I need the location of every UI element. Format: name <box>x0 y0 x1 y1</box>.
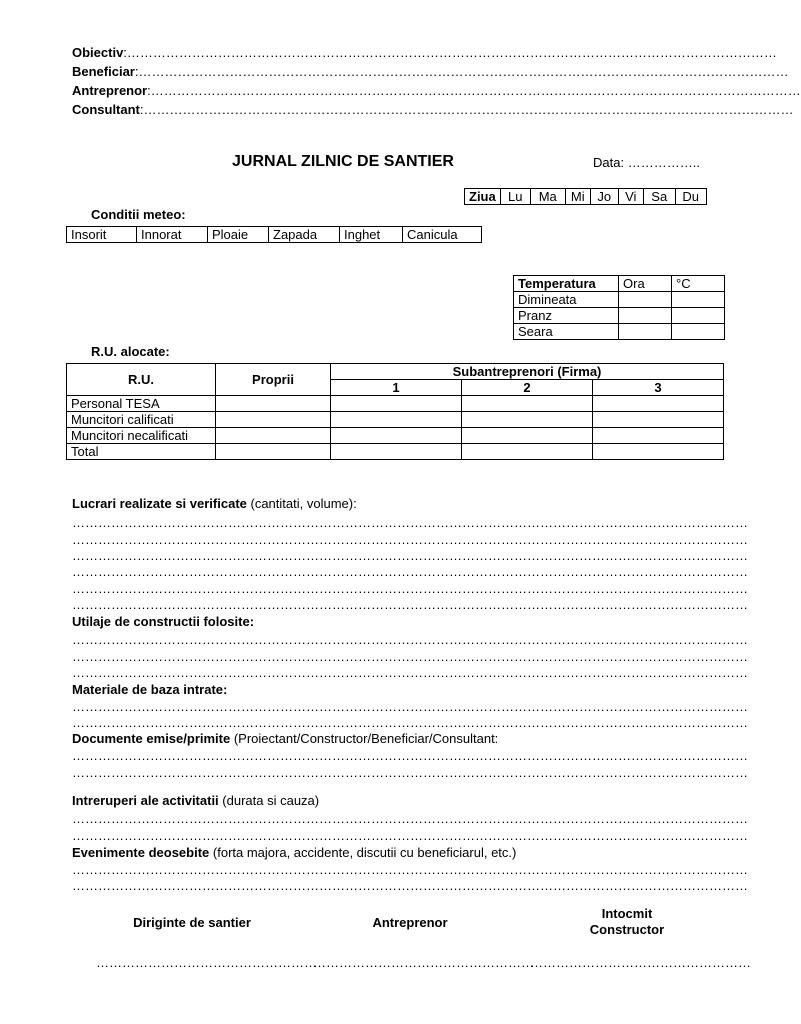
signature-diriginte-label: Diriginte de santier <box>133 915 251 930</box>
utilaje-title: Utilaje de constructii folosite: <box>72 614 255 629</box>
temperature-cell <box>672 292 725 308</box>
materiale-title: Materiale de baza intrate: <box>72 682 228 697</box>
dotted-line: ………………………………………………………………………………………………………………………………………… <box>72 665 748 680</box>
signature-antreprenor-label: Antreprenor <box>372 915 448 930</box>
signature-antreprenor-dots: …………………………………………… <box>313 955 534 970</box>
temperature-cell <box>619 324 672 340</box>
ru-cell <box>331 396 462 412</box>
weather-zapada: Zapada <box>269 227 340 243</box>
day-du: Du <box>675 189 706 205</box>
weather-label: Conditii meteo: <box>91 207 186 222</box>
ru-cell <box>216 428 331 444</box>
beneficiar-label: Beneficiar <box>72 64 135 79</box>
temperature-table <box>513 275 725 340</box>
consultant-line: Consultant:…………………………………………………………………………………………………………………………………… <box>72 102 794 117</box>
date-field <box>593 155 700 170</box>
dotted-line: ………………………………………………………………………………………………………………………………………… <box>72 699 748 714</box>
dotted-line: ………………………………………………………………………………………………………………………………………… <box>72 878 748 893</box>
objectiv-label: Obiectiv <box>72 45 124 60</box>
day-sa: Sa <box>643 189 675 205</box>
temperature-header: Temperatura <box>514 276 619 292</box>
dotted-line: ………………………………………………………………………………………………………………………………………… <box>72 597 748 612</box>
date-label: Data: <box>593 155 625 170</box>
dotted-line: ………………………………………………………………………………………………………………………………………… <box>72 862 748 877</box>
ru-sub-col-2: 2 <box>462 380 593 396</box>
ru-cell <box>593 396 724 412</box>
dotted-line: ………………………………………………………………………………………………………………………………………… <box>72 548 748 563</box>
ru-cell <box>216 412 331 428</box>
antreprenor-dots: …………………………………………………………………………………………………………………………………… <box>150 83 801 98</box>
temperature-row-seara: Seara <box>514 324 619 340</box>
dotted-line: ………………………………………………………………………………………………………………………………………… <box>72 581 748 596</box>
ru-cell <box>462 444 593 460</box>
page-title: JURNAL ZILNIC DE SANTIER <box>232 153 454 170</box>
dotted-line: ………………………………………………………………………………………………………………………………………… <box>72 748 748 763</box>
ru-cell <box>593 444 724 460</box>
ru-cell <box>331 428 462 444</box>
temperature-row-dimineata: Dimineata <box>514 292 619 308</box>
dotted-line: ………………………………………………………………………………………………………………………………………… <box>72 632 748 647</box>
ru-col-ru: R.U. <box>67 364 216 396</box>
date-value: …………….. <box>627 155 700 170</box>
day-jo: Jo <box>590 189 618 205</box>
ru-row-total: Total <box>67 444 216 460</box>
signature-constructor-dots: …………………………………………… <box>530 955 751 970</box>
dotted-line: ………………………………………………………………………………………………………………………………………… <box>72 715 748 730</box>
ru-cell <box>593 412 724 428</box>
ru-label: R.U. alocate: <box>91 344 170 359</box>
antreprenor-line: Antreprenor:…………………………………………………………………………………………………………………………………… <box>72 83 801 98</box>
ru-cell <box>216 444 331 460</box>
ru-sub-col-3: 3 <box>593 380 724 396</box>
ru-table <box>66 363 724 460</box>
documente-title: Documente emise/primite (Proiectant/Constructor/Beneficiar/Consultant: <box>72 731 499 746</box>
dotted-line: ………………………………………………………………………………………………………………………………………… <box>72 828 748 843</box>
dotted-line: ………………………………………………………………………………………………………………………………………… <box>72 564 748 579</box>
antreprenor-label: Antreprenor <box>72 83 148 98</box>
week-label: Ziua <box>465 189 501 205</box>
weather-table <box>66 226 482 243</box>
ru-cell <box>462 412 593 428</box>
day-lu: Lu <box>500 189 530 205</box>
dotted-line: ………………………………………………………………………………………………………………………………………… <box>72 532 748 547</box>
lucrari-title: Lucrari realizate si verificate (cantitati, volume): <box>72 496 357 511</box>
beneficiar-line: Beneficiar:…………………………………………………………………………………………………………………………………… <box>72 64 789 79</box>
temperature-cell <box>619 292 672 308</box>
temperature-cell <box>672 324 725 340</box>
objectiv-line: Obiectiv:…………………………………………………………………………………………………………………………………… <box>72 45 777 60</box>
ru-col-sub: Subantreprenori (Firma) <box>331 364 724 380</box>
week-days-table <box>464 188 707 205</box>
ru-sub-col-1: 1 <box>331 380 462 396</box>
weather-canicula: Canicula <box>403 227 482 243</box>
weather-inghet: Inghet <box>340 227 403 243</box>
ru-row-muncitori-calificati: Muncitori calificati <box>67 412 216 428</box>
objectiv-dots: …………………………………………………………………………………………………………………………………… <box>126 45 777 60</box>
dotted-line: ………………………………………………………………………………………………………………………………………… <box>72 811 748 826</box>
ru-col-proprii: Proprii <box>216 364 331 396</box>
dotted-line: ………………………………………………………………………………………………………………………………………… <box>72 649 748 664</box>
weather-innorat: Innorat <box>137 227 208 243</box>
weather-ploaie: Ploaie <box>208 227 269 243</box>
ru-cell <box>331 444 462 460</box>
day-ma: Ma <box>530 189 565 205</box>
day-vi: Vi <box>618 189 643 205</box>
ru-cell <box>462 428 593 444</box>
temperature-cell <box>672 308 725 324</box>
weather-insorit: Insorit <box>67 227 137 243</box>
beneficiar-dots: …………………………………………………………………………………………………………………………………… <box>138 64 789 79</box>
signature-intocmit-label: Intocmit Constructor <box>589 906 665 937</box>
intreruperi-title: Intreruperi ale activitatii (durata si cauza) <box>72 793 320 808</box>
ru-cell <box>331 412 462 428</box>
ru-row-personal-tesa: Personal TESA <box>67 396 216 412</box>
temperature-cell <box>619 308 672 324</box>
signature-diriginte-dots: …………………………………………… <box>96 955 317 970</box>
temperature-col-ora: Ora <box>619 276 672 292</box>
consultant-label: Consultant <box>72 102 140 117</box>
evenimente-title: Evenimente deosebite (forta majora, accidente, discutii cu beneficiarul, etc.) <box>72 845 517 860</box>
ru-row-muncitori-necalificati: Muncitori necalificati <box>67 428 216 444</box>
consultant-dots: …………………………………………………………………………………………………………………………………… <box>143 102 794 117</box>
ru-cell <box>462 396 593 412</box>
ru-cell <box>216 396 331 412</box>
dotted-line: ………………………………………………………………………………………………………………………………………… <box>72 515 748 530</box>
dotted-line: ………………………………………………………………………………………………………………………………………… <box>72 765 748 780</box>
temperature-row-pranz: Pranz <box>514 308 619 324</box>
day-mi: Mi <box>565 189 590 205</box>
temperature-col-c: °C <box>672 276 725 292</box>
ru-cell <box>593 428 724 444</box>
